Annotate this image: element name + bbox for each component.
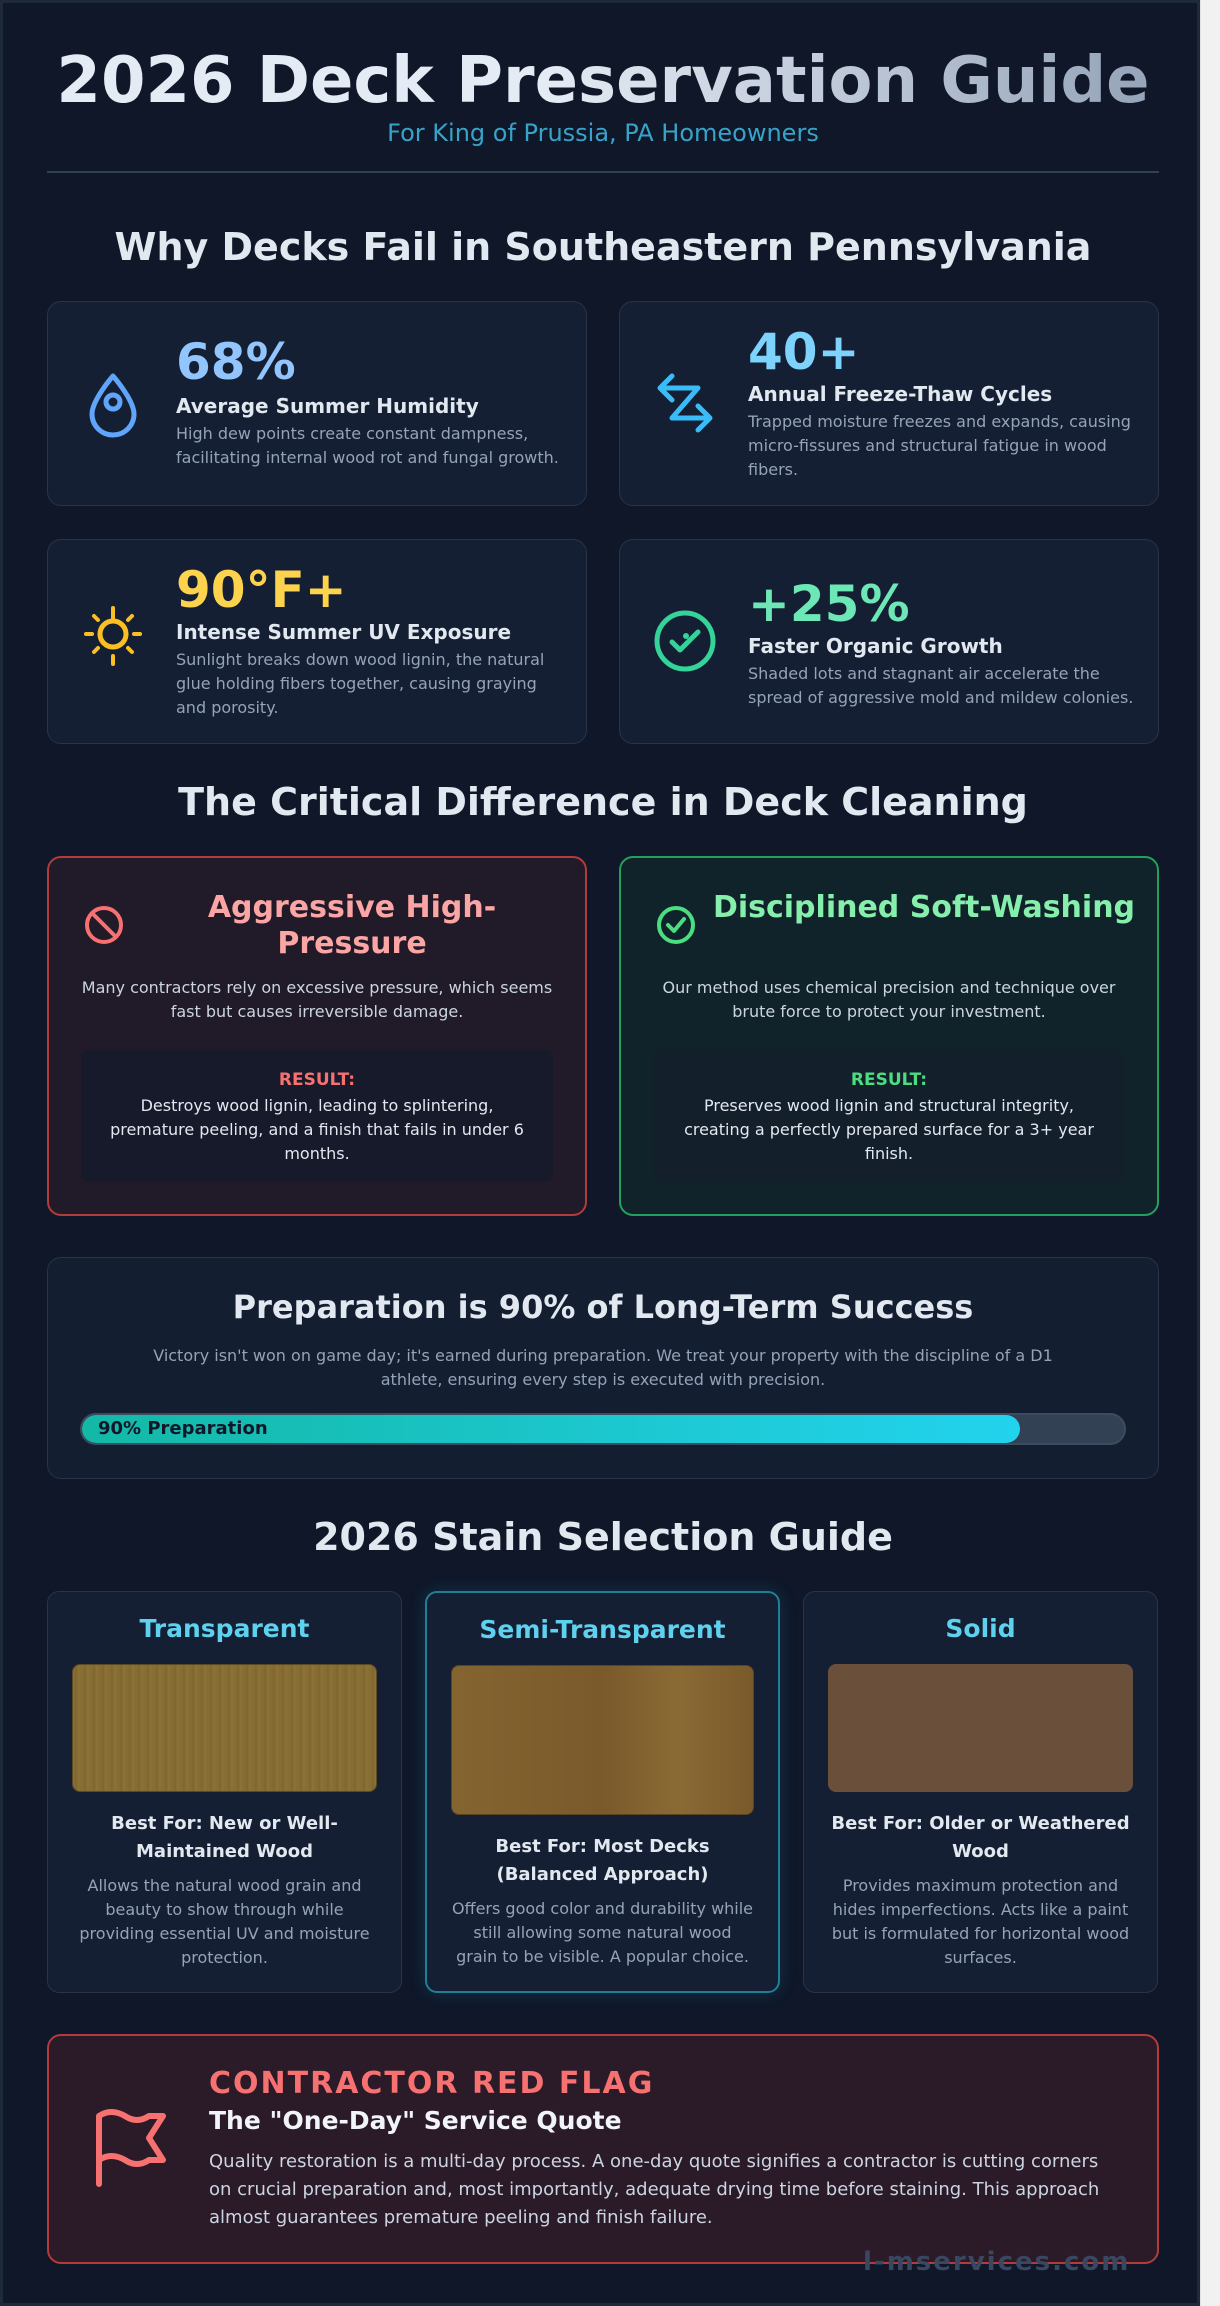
stain-swatch [72, 1664, 377, 1792]
stat-card-freeze-thaw [619, 301, 1159, 506]
high-pressure-description: Many contractors rely on excessive pressure, which seems fast but causes irreversible damage. [81, 978, 553, 1021]
stain-description: Provides maximum protection and hides imperfections. Acts like a paint but is formulated for horizontal wood surfaces. [831, 1876, 1130, 1967]
result-text: Preserves wood lignin and structural integrity, creating a perfectly prepared surface for a 3+ year finish. [684, 1096, 1094, 1163]
result-text: Destroys wood lignin, leading to splintering, premature peeling, and a finish that fails in under 6 months. [110, 1096, 524, 1163]
red-flag-subtitle: The "One-Day" Service Quote [209, 2106, 622, 2135]
stains-heading: 2026 Stain Selection Guide [313, 1515, 893, 1559]
prohibited-icon [83, 904, 125, 946]
progress-fill [82, 1415, 1020, 1443]
soft-washing-result [653, 1050, 1125, 1182]
stat-label: Average Summer Humidity [176, 394, 479, 418]
soft-washing-title: Disciplined Soft-Washing [712, 890, 1136, 925]
high-pressure-card [47, 856, 587, 1216]
stat-description: High dew points create constant dampness, facilitating internal wood rot and fungal growth. [176, 424, 559, 467]
stat-value: +25% [748, 575, 910, 633]
stat-description: Trapped moisture freezes and expands, causing micro-fissures and structural fatigue in wood fibers. [748, 412, 1131, 479]
stain-card-semi-transparent [425, 1591, 780, 1993]
stat-card-uv [47, 539, 587, 744]
soft-washing-description: Our method uses chemical precision and technique over brute force to protect your investment. [662, 978, 1116, 1021]
soft-washing-card [619, 856, 1159, 1216]
stain-swatch [451, 1665, 754, 1815]
stat-description: Shaded lots and stagnant air accelerate the spread of aggressive mold and mildew colonies. [748, 664, 1134, 707]
page-title: 2026 Deck Preservation Guide [47, 39, 1159, 123]
check-circle-icon [655, 904, 697, 946]
stat-card-humidity [47, 301, 587, 506]
progress-label: 90% Preparation [98, 1418, 268, 1439]
red-flag-panel [47, 2034, 1159, 2264]
flag-icon [87, 2104, 175, 2192]
stat-card-organic-growth [619, 539, 1159, 744]
stat-label: Annual Freeze-Thaw Cycles [748, 382, 1053, 406]
progress-track [80, 1413, 1126, 1445]
stain-card-transparent [47, 1591, 402, 1993]
result-label: RESULT: [278, 1070, 356, 1090]
stain-description: Allows the natural wood grain and beauty to show through while providing essential UV and moisture protection. [79, 1876, 370, 1967]
stat-label: Intense Summer UV Exposure [176, 620, 512, 644]
water-drop-icon [78, 368, 148, 438]
high-pressure-result [81, 1050, 553, 1182]
cleaning-heading: The Critical Difference in Deck Cleaning [178, 780, 1028, 824]
stat-label: Faster Organic Growth [748, 634, 1003, 658]
stat-description: Sunlight breaks down wood lignin, the natural glue holding fibers together, causing graying and porosity. [176, 650, 545, 717]
page-subtitle: For King of Prussia, PA Homeowners [387, 119, 819, 147]
stat-value: 90°F+ [176, 561, 347, 619]
scrollbar[interactable] [1200, 0, 1220, 2306]
freeze-thaw-icon [650, 368, 720, 438]
header [47, 33, 1159, 173]
stain-title: Solid [945, 1614, 1016, 1643]
preparation-description: Victory isn't won on game day; it's earned during preparation. We treat your property with the discipline of a D1 athlete, ensuring every step is executed with precision. [153, 1346, 1053, 1389]
stain-title: Semi-Transparent [479, 1615, 726, 1644]
stain-title: Transparent [139, 1614, 310, 1643]
preparation-title: Preparation is 90% of Long-Term Success [232, 1288, 974, 1326]
sun-icon [78, 604, 148, 674]
red-flag-description: Quality restoration is a multi-day process. A one-day quote signifies a contractor is cutting corners on crucial preparation and, most importantly, adequate drying time before staining. This approach almost guarantees premature peeling and finish failure. [209, 2151, 1100, 2228]
stain-best-for: Best For: Older or Weathered Wood [831, 1813, 1130, 1862]
high-pressure-title: Aggressive High-Pressure [207, 890, 497, 961]
growth-check-icon [650, 606, 720, 676]
preparation-panel [47, 1257, 1159, 1479]
why-heading: Why Decks Fail in Southeastern Pennsylvania [114, 225, 1092, 269]
result-label: RESULT: [850, 1070, 928, 1090]
watermark: l-mservices.com [863, 2247, 1131, 2277]
stat-value: 40+ [748, 323, 860, 381]
stain-swatch [828, 1664, 1133, 1792]
stain-best-for: Best For: Most Decks (Balanced Approach) [495, 1836, 710, 1885]
stain-description: Offers good color and durability while still allowing some natural wood grain to be visible. A popular choice. [451, 1899, 754, 1966]
stain-card-solid [803, 1591, 1158, 1993]
stain-best-for: Best For: New or Well-Maintained Wood [111, 1813, 338, 1862]
red-flag-title: CONTRACTOR RED FLAG [209, 2066, 655, 2101]
stat-value: 68% [176, 333, 296, 391]
